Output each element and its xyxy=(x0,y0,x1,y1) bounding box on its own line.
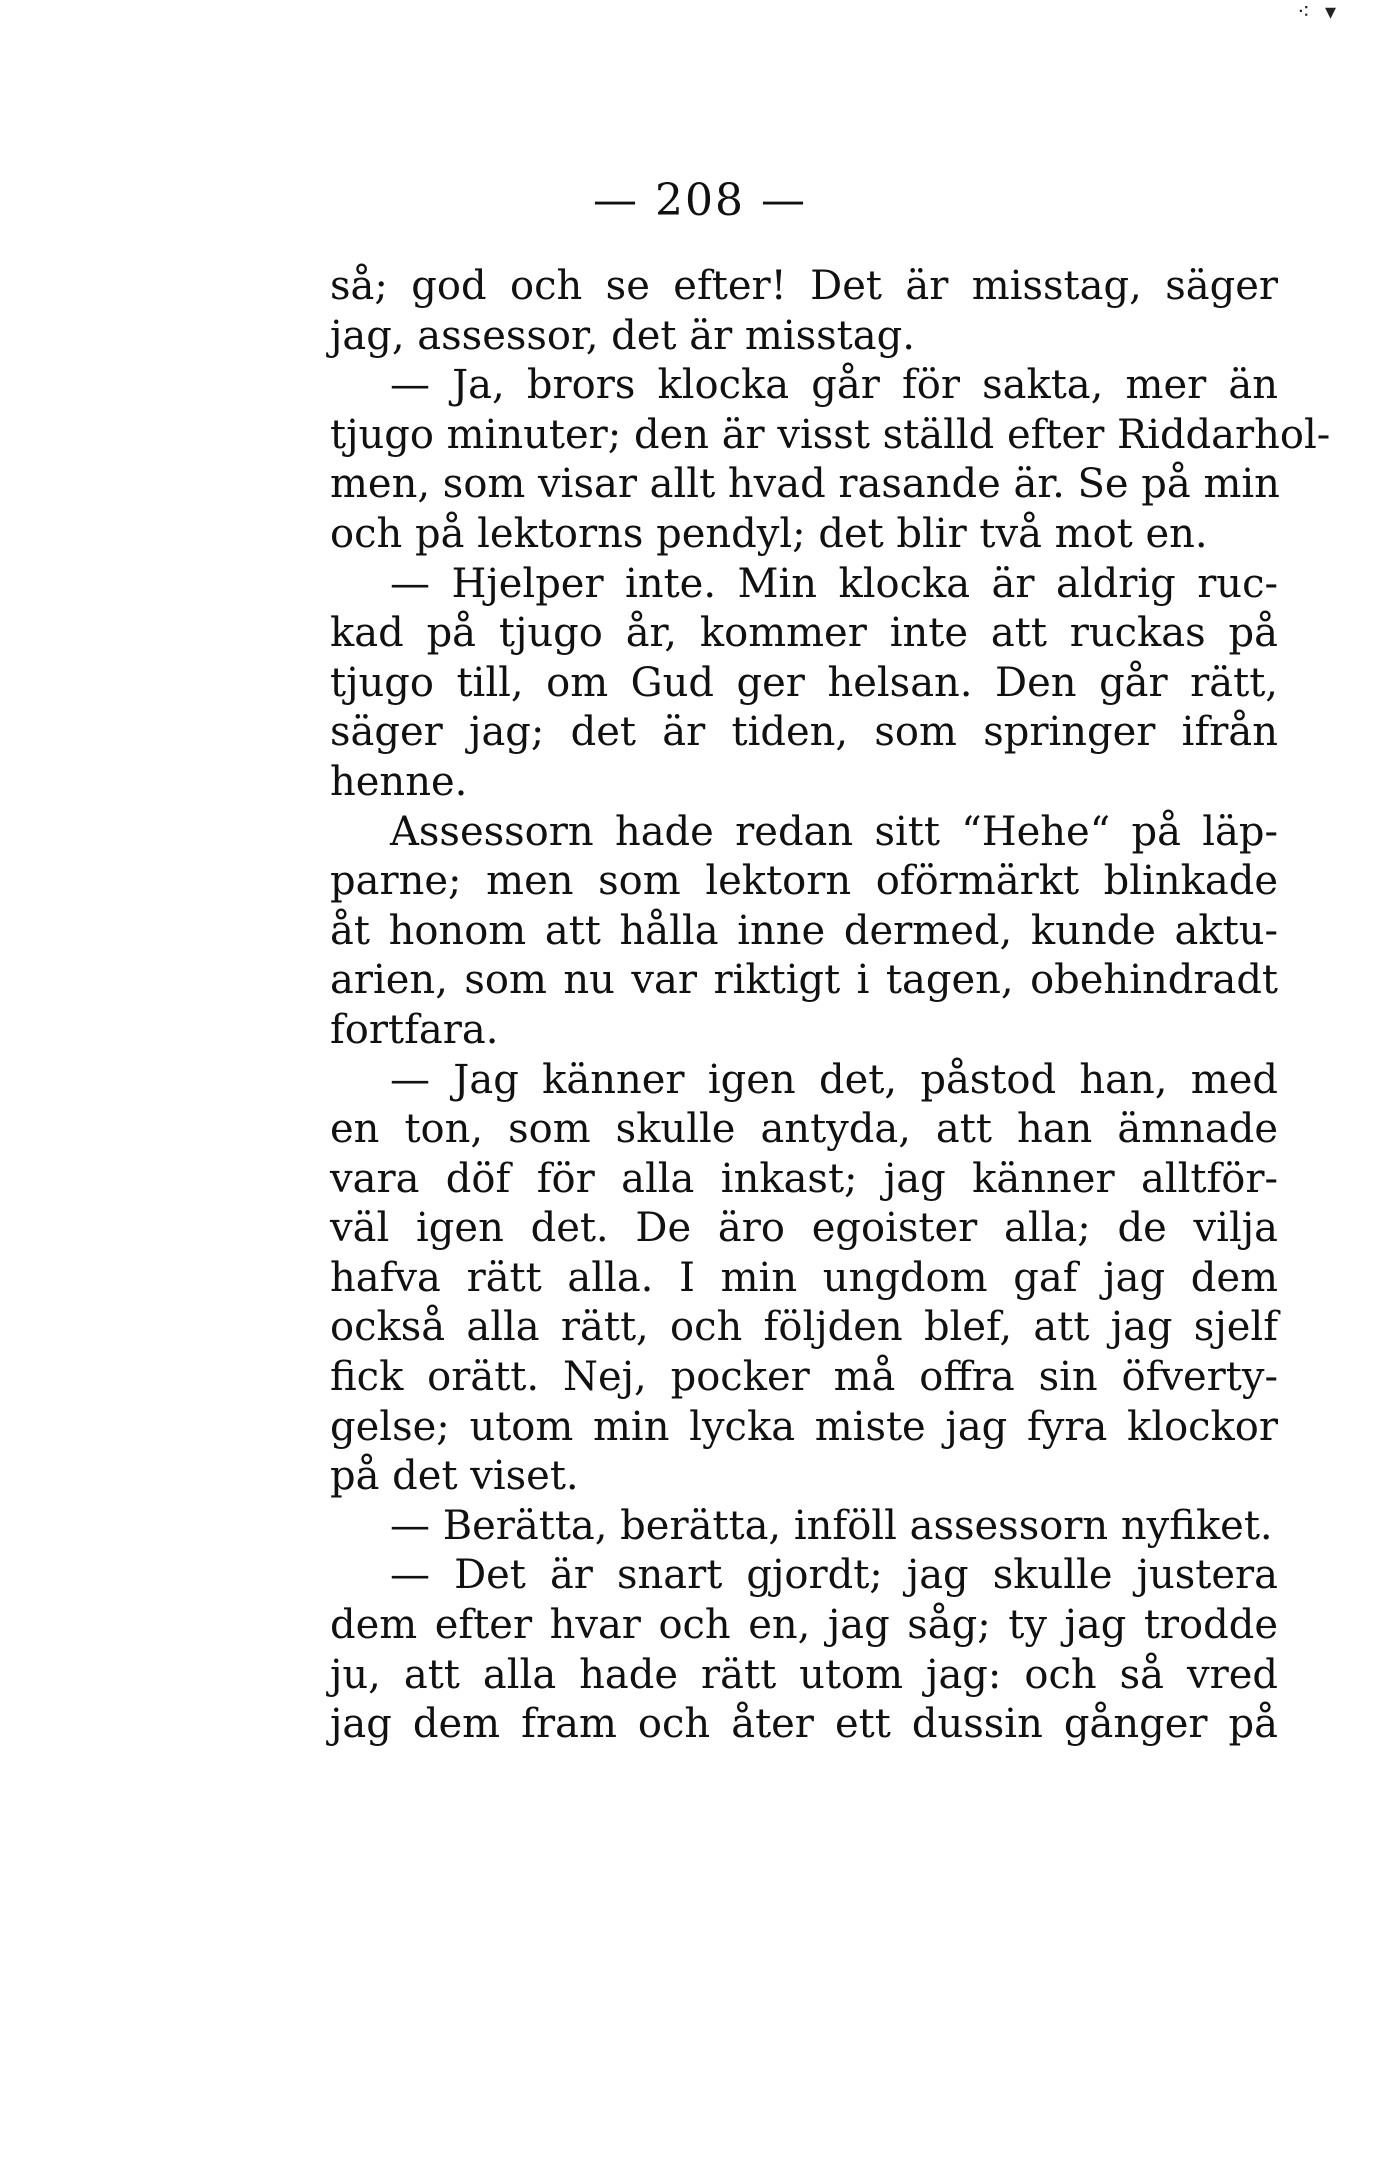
text-line: — Berätta, berätta, inföll assessorn nyfiket. xyxy=(390,1502,1273,1549)
text-line: åt honom att hålla inne dermed, kunde aktu- xyxy=(330,907,1278,954)
page-number: — 208 — xyxy=(593,175,807,226)
text-line: vara döf för alla inkast; jag känner alltför- xyxy=(330,1155,1278,1202)
text-line: också alla rätt, och följden blef, att jag sjelf xyxy=(330,1304,1278,1351)
body-text xyxy=(330,262,1331,1750)
text-line: jag dem fram och åter ett dussin gånger på xyxy=(330,1701,1278,1748)
text-line: arien, som nu var riktigt i tagen, obehindradt xyxy=(330,957,1278,1004)
text-line: så; god och se efter! Det är misstag, säger xyxy=(330,263,1278,309)
text-line: hafva rätt alla. I min ungdom gaf jag dem xyxy=(330,1254,1278,1301)
text-line: säger jag; det är tiden, som springer ifrån xyxy=(330,709,1278,756)
text-line: en ton, som skulle antyda, att han ämnade xyxy=(330,1106,1278,1153)
text-line: och på lektorns pendyl; det blir två mot en. xyxy=(330,510,1208,557)
text-line: — Hjelper inte. Min klocka är aldrig ruc- xyxy=(390,560,1278,607)
text-line: tjugo till, om Gud ger helsan. Den går rätt, xyxy=(330,659,1278,706)
text-line: på det viset. xyxy=(330,1453,579,1500)
text-line: ju, att alla hade rätt utom jag: och så vred xyxy=(330,1651,1278,1698)
text-line: — Ja, brors klocka går för sakta, mer än xyxy=(390,362,1278,409)
text-line: tjugo minuter; den är visst ställd efter Riddarhol- xyxy=(330,411,1331,458)
text-line: Assessorn hade redan sitt “Hehe“ på läp- xyxy=(390,808,1278,855)
text-line: — Jag känner igen det, påstod han, med xyxy=(390,1056,1278,1103)
text-line: henne. xyxy=(330,758,468,805)
text-line: kad på tjugo år, kommer inte att ruckas på xyxy=(330,610,1278,657)
text-line: gelse; utom min lycka miste jag fyra klockor xyxy=(330,1403,1278,1450)
text-line: jag, assessor, det är misstag. xyxy=(330,312,915,359)
corner-mark: ⁖ ▾ xyxy=(1297,0,1340,25)
text-line: dem efter hvar och en, jag såg; ty jag trodde xyxy=(330,1602,1278,1649)
text-line: — Det är snart gjordt; jag skulle justera xyxy=(390,1552,1278,1599)
text-line: men, som visar allt hvad rasande är. Se på min xyxy=(330,461,1280,508)
text-line: väl igen det. De äro egoister alla; de vilja xyxy=(330,1205,1278,1252)
text-line: fick orätt. Nej, pocker må offra sin öfverty- xyxy=(330,1354,1278,1401)
text-line: fortfara. xyxy=(330,1006,499,1053)
text-line: parne; men som lektorn oförmärkt blinkade xyxy=(330,858,1278,905)
